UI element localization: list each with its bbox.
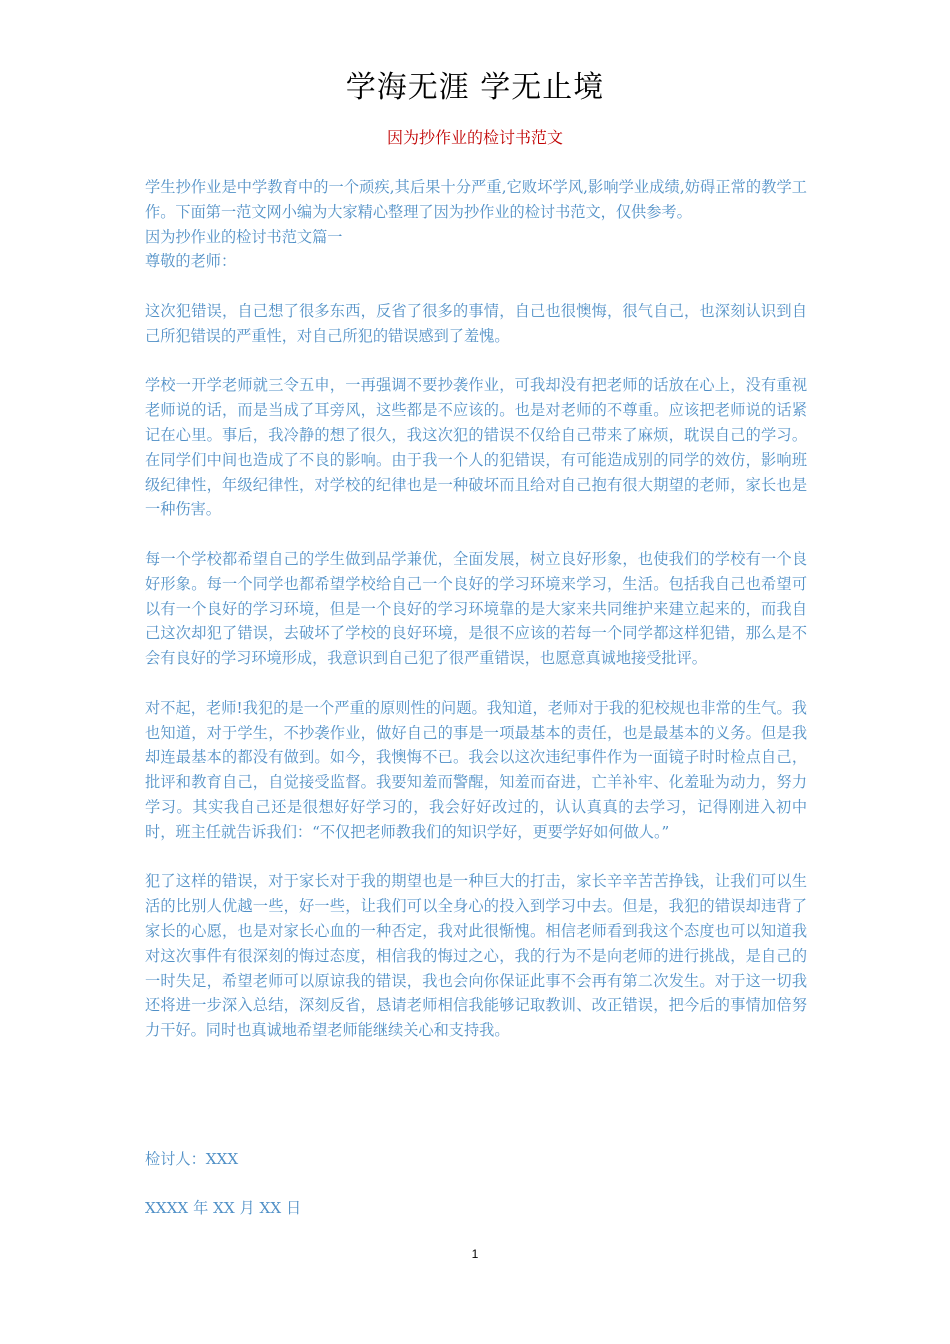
body-paragraph: 犯了这样的错误，对于家长对于我的期望也是一种巨大的打击，家长辛辛苦苦挣钱，让我们可以生活的比别人优越一些，好一些，让我们可以全身心的投入到学习中去。但是，我犯的错误却违背了家长的心愿，也是对家长心血的一种否定，我对此很惭愧。相信老师看到我这个态度也可以知道我对这次事件有很深刻的悔过态度，相信我的悔过之心，我的行为不是向老师的进行挑战，是自己的一时失足，希望老师可以原谅我的错误，我也会向你保证此事不会再有第二次发生。对于这一切我还将进一步深入总结，深刻反省，恳请老师相信我能够记取教训、改正错误，把今后的事情加倍努力干好。同时也真诚地希望老师能继续关心和支持我。 — [145, 872, 807, 1040]
paragraph-gap — [145, 349, 807, 374]
paragraph-gap — [145, 522, 807, 547]
paragraph-gap — [145, 671, 807, 696]
signature-line: 检讨人：XXX — [145, 1150, 239, 1168]
paragraph-gap — [145, 274, 807, 299]
paragraph-gap — [145, 845, 807, 870]
body-paragraph: 每一个学校都希望自己的学生做到品学兼优，全面发展，树立良好形象，也使我们的学校有一个良好形象。每一个同学也都希望学校给自己一个良好的学习环境来学习，生活。包括我自己也希望可以有一个良好的学习环境，但是一个良好的学习环境靠的是大家来共同维护来建立起来的，而我自己这次却犯了错误，去破坏了学校的良好环境，是很不应该的若每一个同学都这样犯错，那么是不会有良好的学习环境形成，我意识到自己犯了很严重错误，也愿意真诚地接受批评。 — [145, 549, 807, 668]
body-paragraph: 对不起，老师!我犯的是一个严重的原则性的问题。我知道，老师对于我的犯校规也非常的生气。我也知道，对于学生，不抄袭作业，做好自己的事是一项最基本的责任，也是最基本的义务。但是我却连最基本的都没有做到。如今，我懊悔不已。我会以这次违纪事件作为一面镜子时时检点自己，批评和教育自己，自觉接受监督。我要知羞而警醒，知羞而奋进，亡羊补牢、化羞耻为动力，努力学习。其实我自己还是很想好好学习的，我会好好改过的，认认真真的去学习，记得刚进入初中时，班主任就告诉我们：“不仅把老师教我们的知识学好，更要学好如何做人。” — [145, 698, 807, 841]
intro-paragraph: 学生抄作业是中学教育中的一个顽疾,其后果十分严重,它败坏学风,影响学业成绩,妨碍正常的教学工作。下面第一范文网小编为大家精心整理了因为抄作业的检讨书范文，仅供参考。 — [145, 178, 807, 221]
salutation: 尊敬的老师： — [145, 252, 237, 271]
page-number: 1 — [471, 1247, 479, 1261]
page-header-title: 学海无涯 学无止境 — [345, 70, 605, 105]
document-subtitle: 因为抄作业的检讨书范文 — [386, 128, 563, 147]
date-line: XXXX 年 XX 月 XX 日 — [145, 1199, 302, 1217]
body-paragraph: 这次犯错误，自己想了很多东西，反省了很多的事情，自己也很懊悔，很气自己，也深刻认识到自己所犯错误的严重性，对自己所犯的错误感到了羞愧。 — [145, 301, 807, 345]
body-paragraph: 学校一开学老师就三令五申，一再强调不要抄袭作业，可我却没有把老师的话放在心上，没有重视老师说的话，而是当成了耳旁风，这些都是不应该的。也是对老师的不尊重。应该把老师说的话紧记在心里。事后，我冷静的想了很久，我这次犯的错误不仅给自己带来了麻烦，耽误自己的学习。在同学们中间也造成了不良的影响。由于我一个人的犯错误，有可能造成别的同学的效仿，影响班级纪律性，年级纪律性，对学校的纪律也是一种破坏而且给对自己抱有很大期望的老师，家长也是一种伤害。 — [145, 376, 807, 519]
document-body — [145, 175, 807, 1043]
section-heading: 因为抄作业的检讨书范文篇一 — [145, 227, 343, 246]
